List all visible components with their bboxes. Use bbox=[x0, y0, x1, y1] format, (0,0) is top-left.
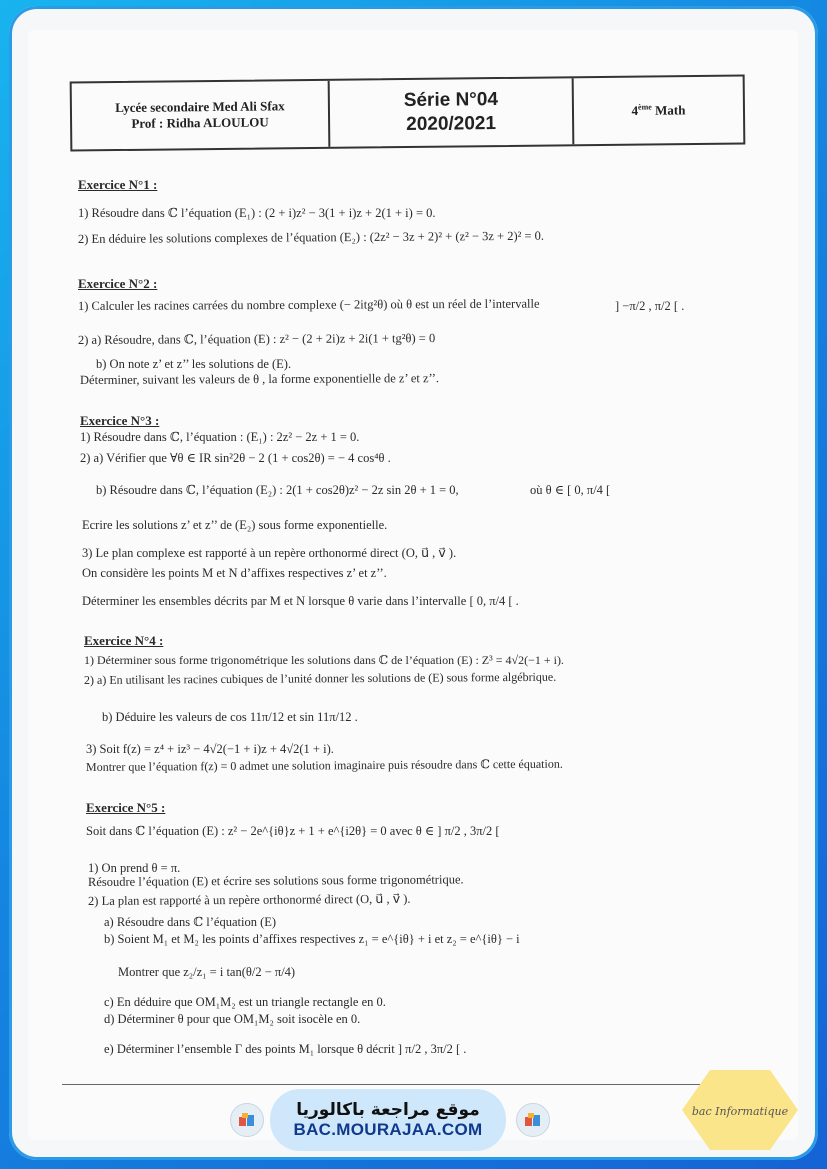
school-year: 2020/2021 bbox=[406, 113, 497, 136]
site-logo-right-icon bbox=[516, 1103, 550, 1137]
exercise-2-q2c: Déterminer, suivant les valeurs de θ , la forme exponentielle de z’ et z’’. bbox=[79, 371, 440, 387]
exercise-2-q2a: 2) a) Résoudre, dans ℂ, l’équation (E) : z² − (2 + 2i)z + 2i(1 + tg²θ) = 0 bbox=[77, 331, 436, 347]
exercise-3-q3b: On considère les points M et N d’affixes respectives z’ et z’’. bbox=[82, 566, 387, 580]
exercise-4-q1: 1) Déterminer sous forme trigonométrique les solutions dans ℂ de l’équation (E) : Z³ = 4√2(−1 + i). bbox=[84, 653, 564, 667]
exercise-3-interval: où θ ∈ [ 0, π/4 [ bbox=[530, 483, 611, 497]
exercise-5-q2d: d) Déterminer θ pour que OM₁M₂ soit isocèle en 0. bbox=[104, 1012, 361, 1026]
badge-text: bac Informatique bbox=[691, 1105, 789, 1118]
exercise-2-q1: 1) Calculer les racines carrées du nombre complexe (− 2itg²θ) où θ est un réel de l’intervalle bbox=[77, 296, 540, 313]
exercise-2-q2b: b) On note z’ et z’’ les solutions de (E). bbox=[96, 357, 292, 371]
site-name-arabic: موقع مراجعة باكالوريا bbox=[296, 1100, 480, 1120]
site-logo-left-icon bbox=[230, 1103, 264, 1137]
exercise-5-q2b: b) Soient M₁ et M₂ les points d’affixes respectives z₁ = e^{iθ} + i et z₂ = e^{iθ} − i bbox=[104, 932, 520, 946]
exercise-5-q2a: a) Résoudre dans ℂ l’équation (E) bbox=[104, 915, 277, 929]
exercise-3-q2c: Ecrire les solutions z’ et z’’ de (E₂) sous forme exponentielle. bbox=[82, 518, 388, 532]
exercise-4-q2a: 2) a) En utilisant les racines cubiques de l’unité donner les solutions de (E) sous forme algébrique. bbox=[83, 669, 557, 687]
exercise-4-q3b: Montrer que l’équation f(z) = 0 admet une solution imaginaire puis résoudre dans ℂ cette équation. bbox=[85, 756, 563, 774]
site-link-pill[interactable] bbox=[270, 1089, 506, 1151]
teacher-name: Prof : Ridha ALOULOU bbox=[131, 114, 269, 131]
exercise-1-q1: 1) Résoudre dans ℂ l’équation (E₁) : (2 + i)z² − 3(1 + i)z + 2(1 + i) = 0. bbox=[78, 206, 436, 220]
exercise-1-title: Exercice N°1 : bbox=[78, 177, 158, 192]
exercise-5-q2e: e) Déterminer l’ensemble Γ des points M₁ lorsque θ décrit ] π/2 , 3π/2 [ . bbox=[104, 1042, 467, 1056]
class-level: 4ème Math bbox=[631, 102, 686, 118]
exercise-3-title: Exercice N°3 : bbox=[80, 413, 160, 428]
exercise-5-q1b: Résoudre l’équation (E) et écrire ses solutions sous forme trigonométrique. bbox=[87, 872, 464, 889]
exercise-2-title: Exercice N°2 : bbox=[78, 276, 158, 291]
exercise-5-q2c: c) En déduire que OM₁M₂ est un triangle rectangle en 0. bbox=[104, 995, 386, 1009]
exercise-5-intro: Soit dans ℂ l’équation (E) : z² − 2e^{iθ}z + 1 + e^{i2θ} = 0 avec θ ∈ ] π/2 , 3π/2 [ bbox=[86, 824, 500, 838]
series-title: Série N°04 bbox=[403, 89, 499, 112]
exercise-3-q3c: Déterminer les ensembles décrits par M et N lorsque θ varie dans l’intervalle [ 0, π/4 [ . bbox=[82, 594, 519, 608]
badge-hexagon-icon bbox=[680, 1066, 800, 1154]
exercise-5-q2: 2) La plan est rapporté à un repère orthonormé direct (O, u⃗ , v⃗ ). bbox=[87, 891, 411, 908]
exercise-4-title: Exercice N°4 : bbox=[84, 633, 164, 648]
exercise-1-q2: 2) En déduire les solutions complexes de l’équation (E₂) : (2z² − 3z + 2)² + (z² − 3z + 2)² = 0. bbox=[77, 228, 545, 246]
exercise-4-q2b: b) Déduire les valeurs de cos 11π/12 et sin 11π/12 . bbox=[102, 710, 358, 724]
site-url[interactable]: BAC.MOURAJAA.COM bbox=[293, 1120, 483, 1139]
exercise-3-q3a: 3) Le plan complexe est rapporté à un repère orthonormé direct (O, u⃗ , v⃗ ). bbox=[82, 546, 457, 560]
exercise-5-q2b-show: Montrer que z₂/z₁ = i tan(θ/2 − π/4) bbox=[118, 965, 296, 979]
exercise-3-q2b: b) Résoudre dans ℂ, l’équation (E₂) : 2(1 + cos2θ)z² − 2z sin 2θ + 1 = 0, bbox=[96, 483, 459, 497]
exercise-5-q1: 1) On prend θ = π. bbox=[88, 861, 181, 875]
footer-divider bbox=[62, 1084, 762, 1085]
bac-informatique-badge bbox=[680, 1066, 800, 1154]
exercise-5-title: Exercice N°5 : bbox=[86, 800, 166, 815]
exercise-4-q3: 3) Soit f(z) = z⁴ + iz³ − 4√2(−1 + i)z + 4√2(1 + i). bbox=[86, 742, 334, 756]
exercise-3-q2a: 2) a) Vérifier que ∀θ ∈ IR sin²2θ − 2 (1 + cos2θ) = − 4 cos⁴θ . bbox=[80, 451, 391, 465]
school-name: Lycée secondaire Med Ali Sfax bbox=[115, 98, 285, 116]
exercise-2-interval: ] −π/2 , π/2 [ . bbox=[615, 299, 685, 313]
exercise-3-q1: 1) Résoudre dans ℂ, l’équation : (E₁) : 2z² − 2z + 1 = 0. bbox=[80, 430, 360, 444]
site-banner[interactable] bbox=[230, 1089, 560, 1153]
